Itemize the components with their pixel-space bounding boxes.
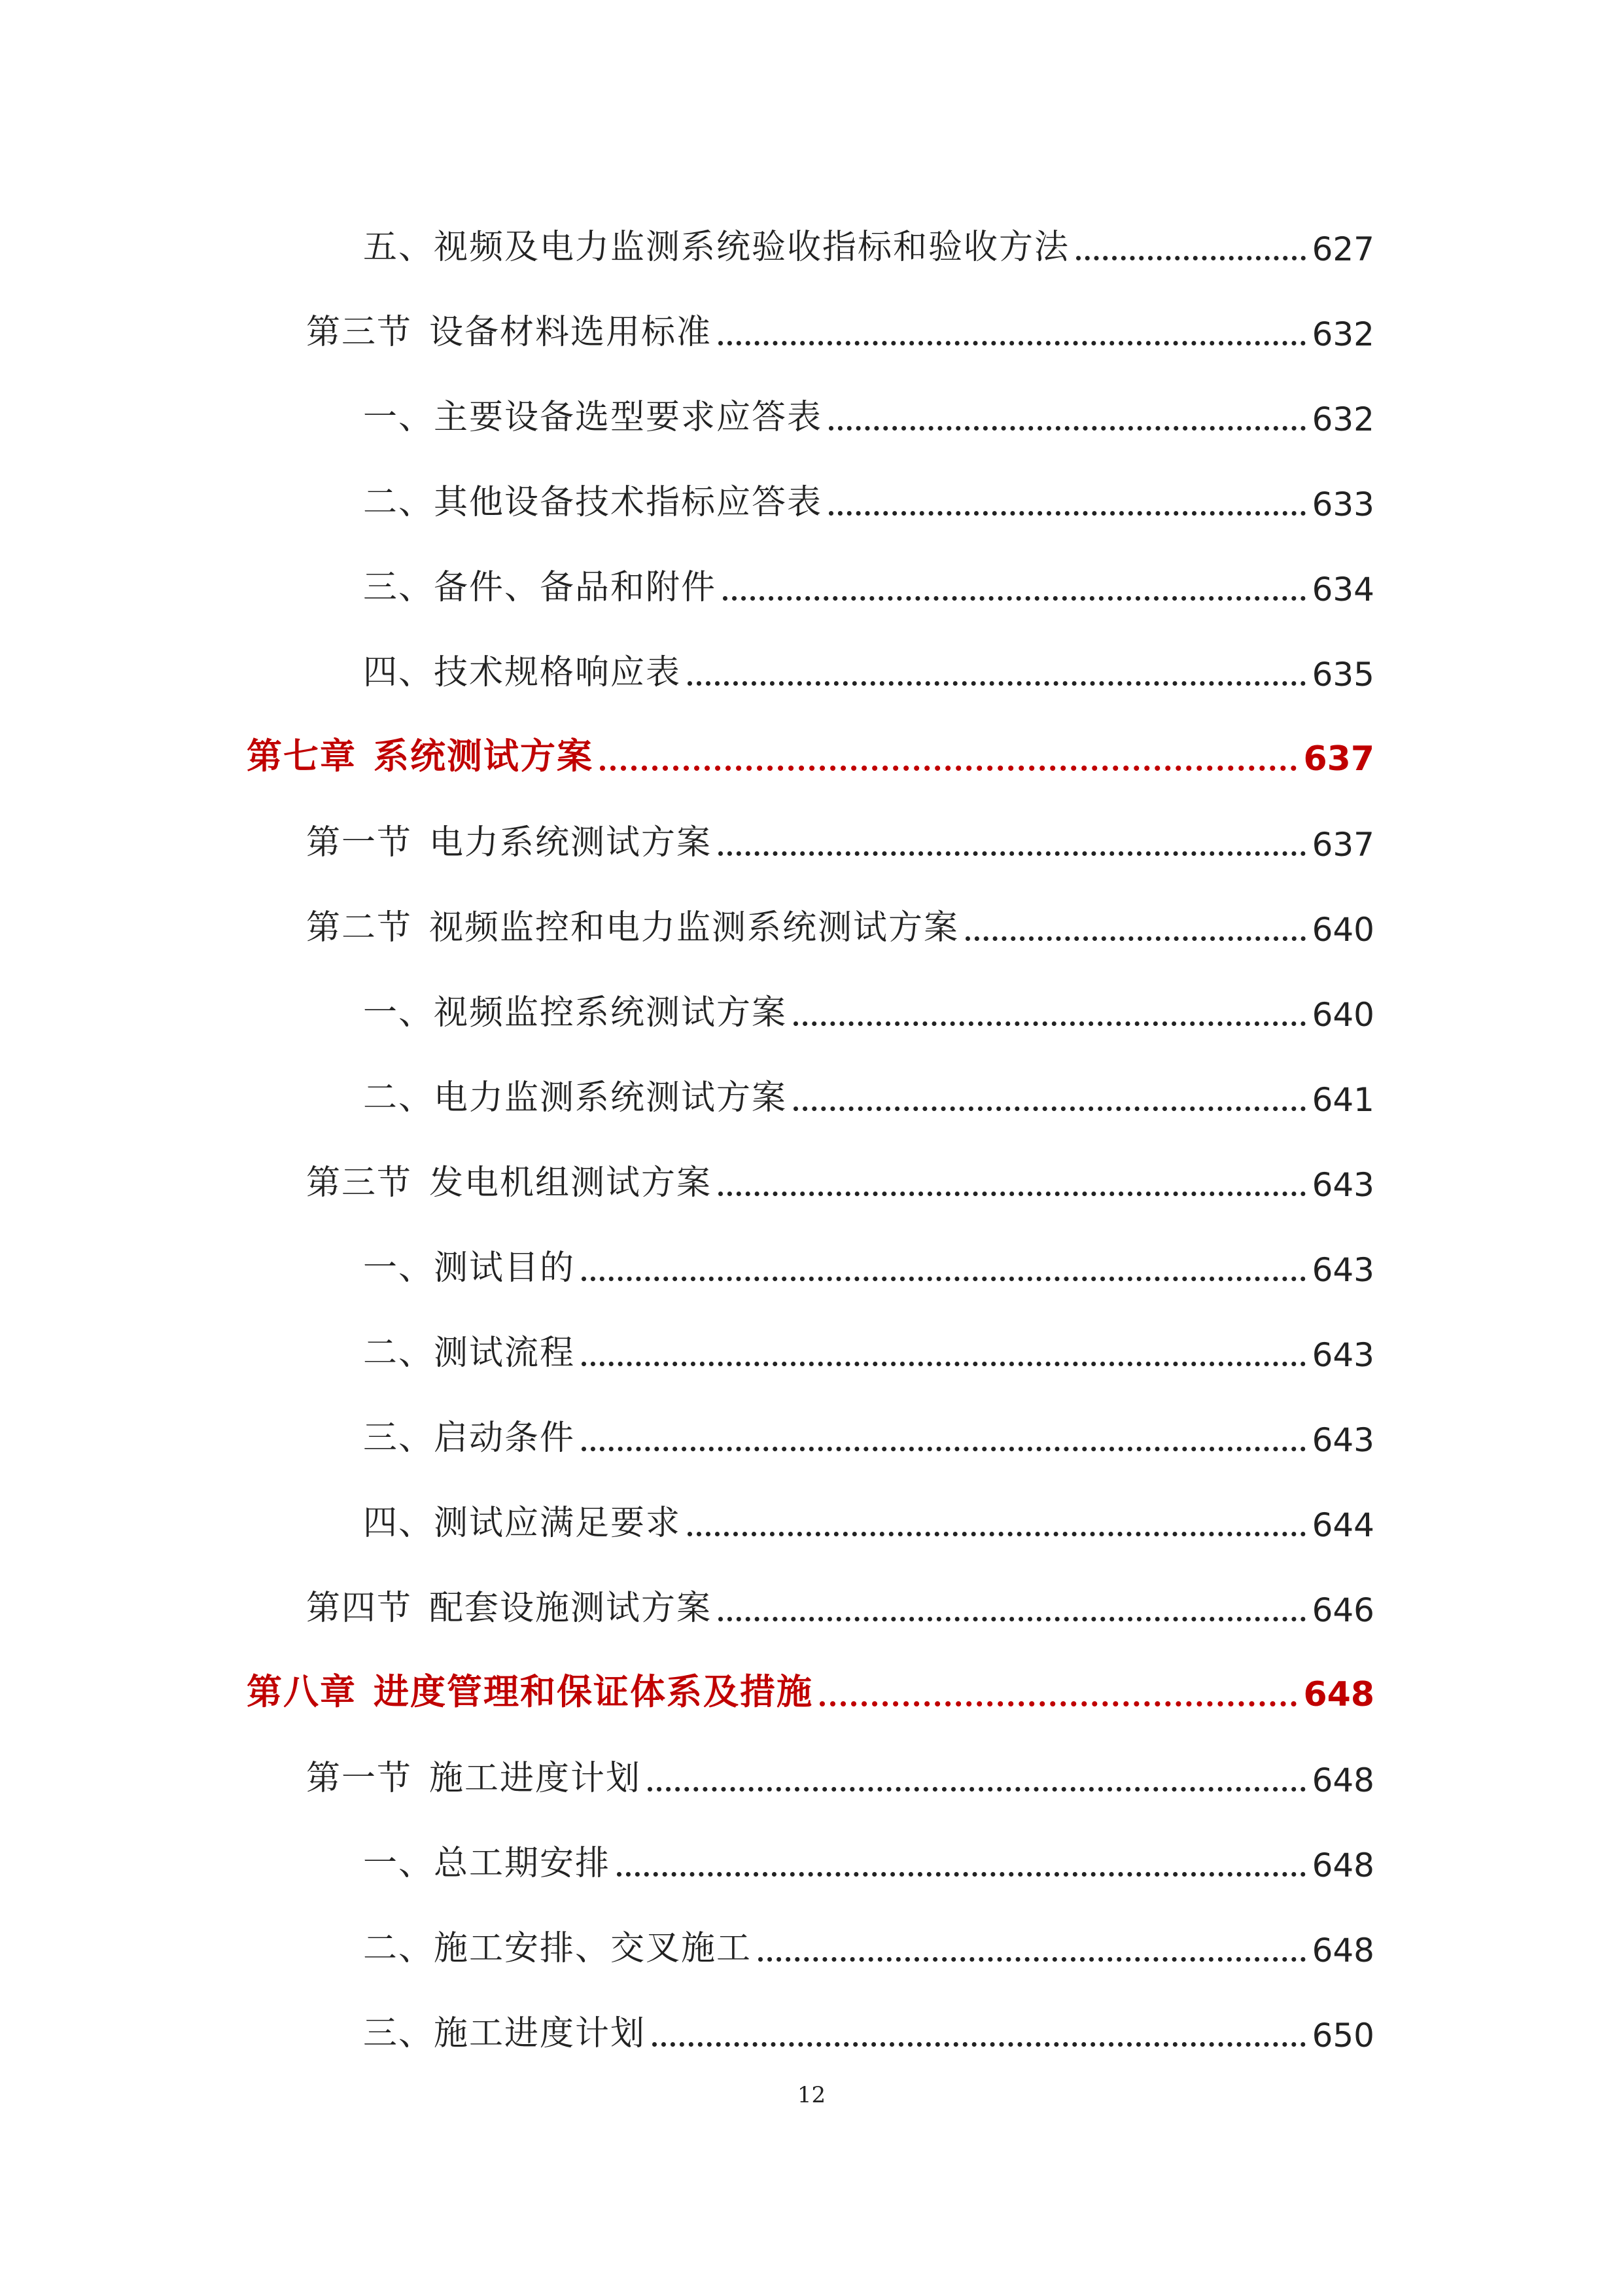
- toc-chapter-entry[interactable]: [247, 1662, 1374, 1714]
- toc-entry-page: 641: [1312, 1081, 1374, 1119]
- toc-entry[interactable]: [363, 1067, 1374, 1119]
- toc-entry-label: [363, 985, 787, 1034]
- toc-entry[interactable]: [363, 1407, 1374, 1459]
- dot-leader: [652, 2042, 1306, 2047]
- toc-entry-title: 系统测试方案: [374, 735, 593, 777]
- toc-entry-prefix: 三、: [363, 2014, 434, 2053]
- dot-leader: [718, 851, 1306, 856]
- toc-entry-prefix: 第三节: [306, 313, 413, 352]
- toc-entry-prefix: 一、: [363, 398, 434, 437]
- toc-entry-page: 632: [1312, 315, 1374, 353]
- toc-entry-label: [363, 645, 681, 694]
- toc-entry-title: 其他设备技术指标应答表: [434, 483, 823, 522]
- toc-entry-prefix: 二、: [363, 1929, 434, 1968]
- toc-entry-title: 发电机组测试方案: [429, 1163, 712, 1203]
- dot-leader: [723, 596, 1306, 601]
- toc-entry-title: 施工进度计划: [434, 2014, 646, 2053]
- toc-entry[interactable]: [306, 811, 1374, 864]
- toc-entry-page: 643: [1312, 1166, 1374, 1204]
- toc-entry-prefix: 四、: [363, 1504, 434, 1543]
- toc-entry[interactable]: [363, 386, 1374, 438]
- toc-entry-title: 施工安排、交叉施工: [434, 1929, 752, 1968]
- toc-entry-page: 643: [1312, 1421, 1374, 1459]
- dot-leader: [582, 1447, 1306, 1451]
- toc-entry-title: 施工进度计划: [429, 1759, 642, 1798]
- toc-entry[interactable]: [363, 1237, 1374, 1289]
- toc-entry-prefix: 第四节: [306, 1589, 413, 1628]
- dot-leader: [966, 936, 1306, 941]
- toc-entry-title: 配套设施测试方案: [429, 1589, 712, 1628]
- toc-entry-label: [306, 1580, 712, 1629]
- toc-entry-page: 648: [1312, 1761, 1374, 1799]
- toc-entry-label: [306, 304, 712, 353]
- toc-entry-page: 640: [1312, 996, 1374, 1034]
- toc-entry-title: 测试流程: [434, 1333, 576, 1373]
- toc-entry-label: [306, 1155, 712, 1204]
- toc-entry-prefix: 第一节: [306, 1759, 413, 1798]
- toc-entry-page: 627: [1312, 230, 1374, 268]
- toc-entry-prefix: 第三节: [306, 1163, 413, 1203]
- toc-entry-prefix: 一、: [363, 1248, 434, 1288]
- toc-entry[interactable]: [363, 216, 1374, 268]
- toc-entry-prefix: 一、: [363, 993, 434, 1033]
- toc-entry-label: [363, 559, 716, 609]
- dot-leader: [718, 1192, 1306, 1196]
- toc-entry-label: [306, 900, 959, 949]
- toc-entry[interactable]: [363, 471, 1374, 523]
- dot-leader: [718, 1617, 1306, 1621]
- dot-leader: [688, 681, 1306, 686]
- toc-entry[interactable]: [363, 1917, 1374, 1969]
- toc-entry[interactable]: [306, 1747, 1374, 1799]
- toc-entry-label: [363, 1240, 575, 1289]
- dot-leader: [600, 766, 1297, 771]
- toc-entry-prefix: 一、: [363, 1844, 434, 1883]
- toc-entry-title: 主要设备选型要求应答表: [434, 398, 823, 437]
- toc-entry-prefix: 二、: [363, 1078, 434, 1118]
- toc-entry-label: [247, 728, 593, 779]
- toc-entry-page: 648: [1312, 1932, 1374, 1969]
- toc-entry-title: 视频监控系统测试方案: [434, 993, 788, 1033]
- toc-entry[interactable]: [363, 641, 1374, 694]
- toc-entry-prefix: 二、: [363, 1333, 434, 1373]
- toc-entry[interactable]: [363, 1322, 1374, 1374]
- toc-entry-prefix: 三、: [363, 568, 434, 607]
- toc-entry[interactable]: [306, 301, 1374, 353]
- toc-entry-page: 633: [1312, 486, 1374, 523]
- toc-entry-page: 637: [1312, 826, 1374, 864]
- toc-entry-prefix: 五、: [363, 228, 434, 267]
- toc-entry-label: [363, 1835, 610, 1884]
- dot-leader: [829, 511, 1306, 516]
- toc-entry-page: 640: [1312, 911, 1374, 949]
- toc-entry-title: 测试应满足要求: [434, 1504, 682, 1543]
- toc-entry[interactable]: [363, 1492, 1374, 1544]
- toc-entry-label: [363, 1070, 787, 1119]
- dot-leader: [688, 1532, 1306, 1536]
- toc-entry-label: [363, 1410, 575, 1459]
- page-number: 12: [797, 2082, 826, 2108]
- dot-leader: [820, 1701, 1297, 1706]
- toc-entry-page: 634: [1312, 571, 1374, 609]
- toc-entry-page: 644: [1312, 1506, 1374, 1544]
- toc-entry-title: 总工期安排: [434, 1844, 611, 1883]
- toc-entry-title: 进度管理和保证体系及措施: [374, 1671, 813, 1712]
- dot-leader: [794, 1021, 1306, 1026]
- dot-leader: [758, 1957, 1306, 1962]
- toc-entry-label: [363, 219, 1070, 268]
- toc-entry-prefix: 第八章: [247, 1671, 357, 1712]
- toc-entry-page: 643: [1312, 1336, 1374, 1374]
- toc-entry-page: 646: [1312, 1591, 1374, 1629]
- toc-entry-title: 技术规格响应表: [434, 653, 682, 692]
- toc-entry-label: [363, 474, 822, 523]
- toc-entry[interactable]: [363, 2002, 1374, 2055]
- toc-entry-label: [247, 1664, 813, 1714]
- toc-entry-label: [363, 1495, 681, 1544]
- dot-leader: [829, 426, 1306, 431]
- toc-entry-prefix: 四、: [363, 653, 434, 692]
- toc-entry[interactable]: [306, 1577, 1374, 1629]
- toc-entry[interactable]: [306, 1152, 1374, 1204]
- toc-entry-label: [363, 389, 822, 438]
- dot-leader: [718, 341, 1306, 345]
- toc-entry-prefix: 二、: [363, 483, 434, 522]
- toc-entry-label: [306, 1750, 641, 1799]
- toc-entry-page: 637: [1303, 739, 1374, 779]
- toc-entry-page: 648: [1312, 1846, 1374, 1884]
- toc-entry-title: 设备材料选用标准: [429, 313, 712, 352]
- toc-chapter-entry[interactable]: [247, 726, 1374, 779]
- toc-entry[interactable]: [306, 896, 1374, 949]
- toc-entry-page: 643: [1312, 1251, 1374, 1289]
- toc-entry[interactable]: [363, 981, 1374, 1034]
- toc-entry-prefix: 第七章: [247, 735, 357, 777]
- toc-entry-prefix: 第一节: [306, 823, 413, 862]
- toc-entry-prefix: 三、: [363, 1419, 434, 1458]
- toc-entry-title: 启动条件: [434, 1419, 576, 1458]
- toc-entry-title: 视频监控和电力监测系统测试方案: [429, 908, 960, 947]
- dot-leader: [582, 1277, 1306, 1281]
- toc-entry-prefix: 第二节: [306, 908, 413, 947]
- dot-leader: [1076, 256, 1306, 260]
- dot-leader: [617, 1872, 1306, 1877]
- toc-entry-label: [363, 1325, 575, 1374]
- toc-entry-title: 电力监测系统测试方案: [434, 1078, 788, 1118]
- dot-leader: [648, 1787, 1306, 1792]
- toc-entry[interactable]: [363, 556, 1374, 609]
- toc-entry-page: 650: [1312, 2017, 1374, 2055]
- toc-entry-page: 648: [1303, 1675, 1374, 1714]
- toc-entry-label: [306, 815, 712, 864]
- toc-entry-page: 635: [1312, 656, 1374, 694]
- toc-entry-title: 电力系统测试方案: [429, 823, 712, 862]
- toc-entry-title: 备件、备品和附件: [434, 568, 717, 607]
- toc-entry-page: 632: [1312, 400, 1374, 438]
- toc-entry-title: 视频及电力监测系统验收指标和验收方法: [434, 228, 1070, 267]
- toc-entry-title: 测试目的: [434, 1248, 576, 1288]
- toc-entry[interactable]: [363, 1832, 1374, 1884]
- toc-entry-label: [363, 2005, 646, 2055]
- dot-leader: [794, 1106, 1306, 1111]
- toc-entry-label: [363, 1920, 752, 1969]
- dot-leader: [582, 1362, 1306, 1366]
